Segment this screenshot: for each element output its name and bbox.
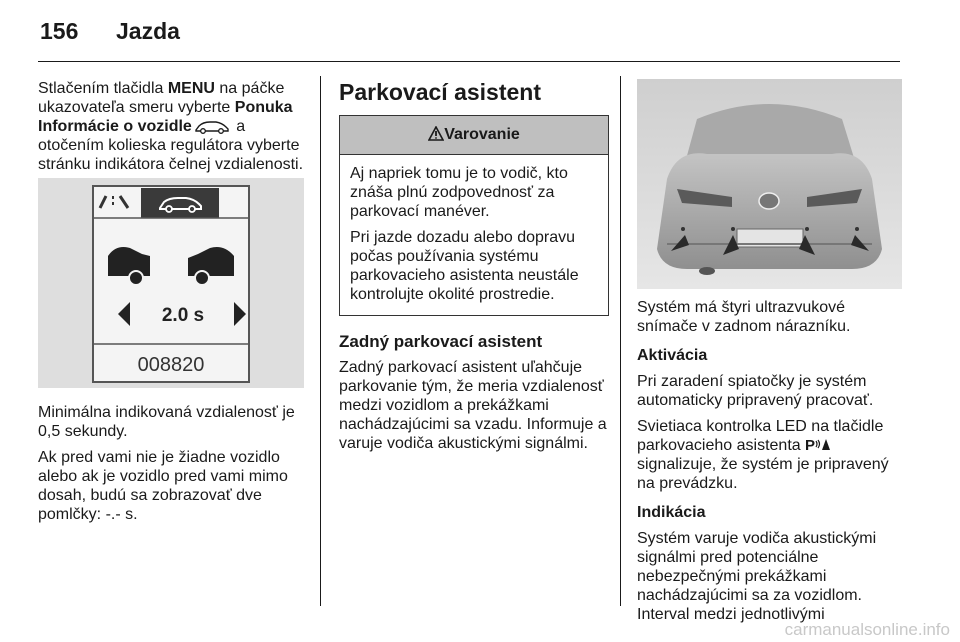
warning-paragraph-1: Aj napriek tomu je to vodič, kto znáša plnú zodpovednosť za parkovací manéver. bbox=[350, 165, 568, 220]
page-number: 156 bbox=[40, 18, 79, 44]
selected-tab bbox=[141, 188, 219, 218]
column-divider-2 bbox=[620, 76, 621, 606]
text-run: na páčke ukazovateľa smeru vyberte bbox=[38, 80, 285, 116]
text-run: a otočením kolieska regulátora vyberte stránku indikátora čelnej vzdialenosti. bbox=[38, 118, 304, 173]
distance-display-figure bbox=[38, 178, 304, 388]
led-paragraph bbox=[637, 417, 903, 493]
warning-body bbox=[340, 155, 608, 315]
car-icon bbox=[194, 120, 230, 134]
indication-paragraph: Systém varuje vodiča akustickými signálmi pred potenciálne nebezpečnými prekážkami nachádzajúcimi sa za vozidlom. Interval medzi jednotlivými bbox=[637, 530, 877, 623]
header-rule bbox=[38, 61, 900, 62]
menu-path-label: Ponuka Informácie o vozidle bbox=[38, 99, 293, 135]
indication-heading: Indikácia bbox=[637, 504, 706, 521]
subsection-title: Zadný parkovací asistent bbox=[339, 332, 543, 351]
svg-text:P: P bbox=[805, 437, 816, 452]
rear-car-sensors-image bbox=[637, 79, 902, 289]
text-run: signalizuje, že systém je pripravený na prevádzku. bbox=[637, 456, 889, 492]
column-3 bbox=[637, 79, 903, 631]
column-divider-1 bbox=[320, 76, 321, 606]
section-title: Parkovací asistent bbox=[339, 79, 542, 105]
watermark: carmanualsonline.info bbox=[784, 620, 950, 639]
activation-paragraph: Pri zaradení spiatočky je systém automaticky pripravený pracovať. bbox=[637, 373, 874, 409]
chapter-title: Jazda bbox=[116, 18, 180, 44]
page-header bbox=[0, 0, 960, 62]
text-run: Svietiaca kontrolka LED na tlačidle parkovacieho asistenta bbox=[637, 418, 884, 454]
text-run: Stlačením tlačidla bbox=[38, 80, 168, 97]
sensors-paragraph: Systém má štyri ultrazvukové snímače v zadnom nárazníku. bbox=[637, 299, 851, 335]
activation-heading: Aktivácia bbox=[637, 347, 708, 364]
column-2 bbox=[339, 79, 609, 460]
odometer-value: 008820 bbox=[137, 354, 205, 376]
warning-header bbox=[340, 116, 608, 155]
column-1-lower bbox=[38, 403, 306, 531]
warning-triangle-icon bbox=[428, 126, 444, 141]
menu-label: MENU bbox=[167, 80, 215, 97]
warning-box bbox=[339, 115, 609, 316]
time-gap-value: 2.0 s bbox=[161, 305, 205, 326]
warning-paragraph-2: Pri jazde dozadu alebo dopravu počas používania systému parkovacieho asistenta neustále kontrolujte okolité prostredie. bbox=[350, 229, 579, 303]
min-indication-paragraph: Minimálna indikovaná vzdialenosť je 0,5 sekundy. bbox=[38, 404, 295, 440]
intro-paragraph bbox=[38, 79, 306, 174]
no-vehicle-paragraph: Ak pred vami nie je žiadne vozidlo alebo ak je vozidlo pred vami mimo dosah, budú sa zobrazovať dve pomlčky: -.- s. bbox=[38, 449, 288, 523]
column-1 bbox=[38, 79, 306, 181]
warning-title: Varovanie bbox=[444, 126, 520, 143]
parking-assist-icon bbox=[805, 437, 831, 452]
rear-assist-paragraph: Zadný parkovací asistent uľahčuje parkovanie tým, že meria vzdialenosť medzi vozidlom a prekážkami nachádzajúcimi sa vzadu. Informuje a varuje vodiča akustickými signálmi. bbox=[339, 359, 607, 452]
